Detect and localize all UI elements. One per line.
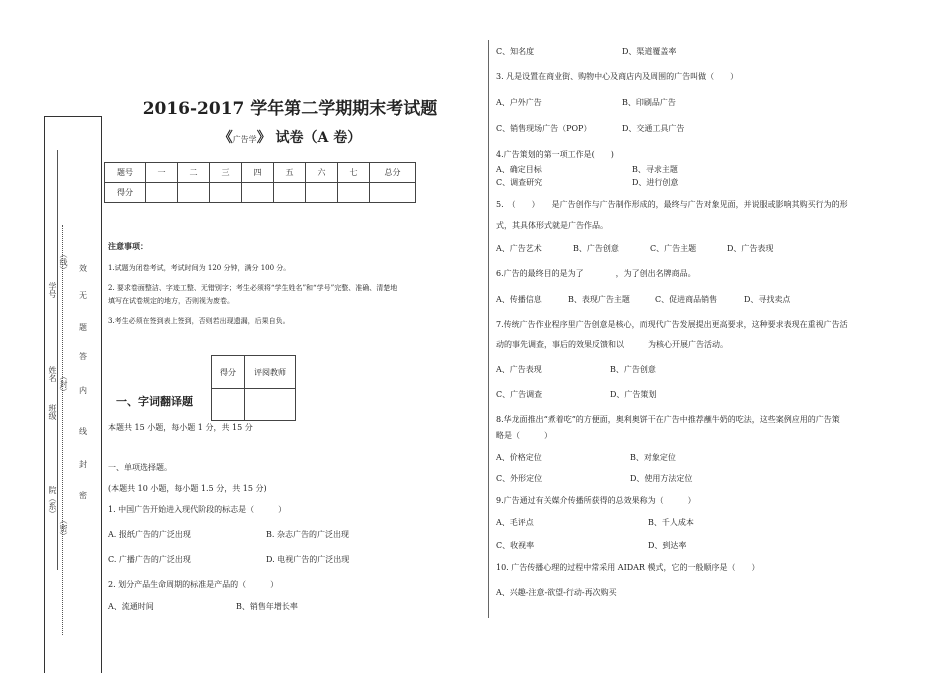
subject-name: 广告学 [232,135,257,144]
question-stem: 3. 凡是设置在商业街、购物中心及商店内及周围的广告叫做（ ） [496,72,739,81]
binding-label-student-id: 学号 [48,282,57,298]
question-option: A、价格定位 [496,453,542,462]
score-cell [242,183,274,203]
question-stem: 8.华龙面推出“煮着吃”的方便面，奥利奥饼干在广告中推荐蘸牛奶的吃法，这些案例应用的广告策 [496,415,840,424]
question-option: D、使用方法定位 [630,474,693,483]
seal-char: 封 [79,460,87,469]
score-table-column: 二 [178,163,210,183]
question-stem: 2. 划分产品生命周期的标准是产品的（ ） [108,580,279,589]
question-stem: 9.广告通过有关媒介传播所获得的总效果称为（ ） [496,496,696,505]
score-cell [178,183,210,203]
seal-char: 效 [79,264,87,273]
question-option: C、广告调查 [496,390,543,399]
question-option: B、千人成本 [648,518,694,527]
page-divider [488,40,489,618]
question-option: B、广告创意 [610,365,656,374]
binding-cut-line [62,225,63,635]
binding-label-name: 姓名 [48,366,57,382]
notes-item: 1.试题为闭卷考试，考试时间为 120 分钟，满分 100 分。 [108,264,291,272]
score-cell [370,183,416,203]
question-option: C、外形定位 [496,474,543,483]
question-option: C、广告主题 [650,244,697,253]
score-cell [306,183,338,203]
exam-title: 2016-2017 学年第二学期期末考试题 [142,99,438,119]
score-table-column: 六 [306,163,338,183]
question-option: C、知名度 [496,47,535,56]
question-option: A、广告表现 [496,365,542,374]
question-stem: 略是（ ） [496,431,552,440]
question-option: D. 电视广告的广泛出现 [266,555,350,564]
question-option: B、广告创意 [573,244,619,253]
question-option: B. 杂志广告的广泛出现 [266,530,349,539]
question-stem: 1. 中国广告开始进入现代阶段的标志是（ ） [108,505,287,514]
binding-label-secret: （密） [59,516,68,540]
score-table [104,162,416,203]
seal-char: 题 [79,323,87,332]
seal-char: 密 [79,491,87,500]
question-stem: 4.广告策划的第一项工作是( ) [496,150,614,159]
question-option: D、广告表现 [727,244,774,253]
section-desc: 本题共 15 小题，每小题 1 分，共 15 分 [108,423,253,432]
notes-item: 2. 要求卷面整洁、字迹工整、无错别字；考生必须将“学生姓名”和“学号”完整、准确、清楚地 [108,284,398,292]
question-option: A、确定目标 [496,165,542,174]
grader-teacher-label: 评阅教师 [245,356,296,389]
grader-teacher-cell [245,389,296,421]
subsection-title: 一、单项选择题。 [108,463,172,472]
grader-table-blank-row [212,389,296,421]
question-option: B、销售年增长率 [236,602,298,611]
question-option: A、流通时间 [108,602,154,611]
subsection-desc: (本题共 10 小题，每小题 1.5 分，共 15 分) [108,484,267,493]
question-option: C、调查研究 [496,178,543,187]
question-option: C. 广播广告的广泛出现 [108,555,191,564]
question-option: B、对象定位 [630,453,676,462]
question-option: D、进行创意 [632,178,679,187]
question-stem: 动的事先调查，事后的效果反馈和以 为核心开展广告活动。 [496,340,728,349]
question-option: C、销售现场广告（POP） [496,124,592,133]
question-option: A、户外广告 [496,98,542,107]
grader-score-cell [212,389,245,421]
binding-label-line: （线） [59,250,68,274]
score-table-column: 总分 [370,163,416,183]
seal-char: 线 [79,427,87,436]
question-option: A、传播信息 [496,295,542,304]
notes-title: 注意事项： [108,241,148,251]
notes-item: 3.考生必须在签到表上签到，否则若出现遗漏，后果自负。 [108,317,290,325]
question-option: A、兴趣-注意-欲望-行动-再次购买 [496,588,617,597]
score-table-row-label: 得分 [105,183,146,203]
binding-strip [44,116,102,673]
subtitle-suffix: 》 试卷（A 卷） [256,130,362,146]
binding-label-department: 院（系） [48,486,57,518]
score-cell [274,183,306,203]
question-option: B、寻求主题 [632,165,678,174]
question-option: B、印刷品广告 [622,98,676,107]
score-table-column: 一 [146,163,178,183]
score-table-column: 三 [210,163,242,183]
score-table-column: 七 [338,163,370,183]
grader-table [211,355,296,421]
question-option: C、收视率 [496,541,535,550]
question-option: D、交通工具广告 [622,124,685,133]
question-stem: 10. 广告传播心理的过程中常采用 AIDAR 模式，它的一般顺序是（ ） [496,563,760,572]
question-option: A、广告艺术 [496,244,542,253]
subtitle-prefix: 《 [218,130,233,146]
seal-char: 内 [79,386,87,395]
question-option: A、毛评点 [496,518,534,527]
score-table-column: 四 [242,163,274,183]
section-title: 一、字词翻译题 [116,395,193,408]
question-option: D、寻找卖点 [744,295,791,304]
notes-item: 填写在试卷规定的地方，否则视为废卷。 [108,297,234,305]
question-option: C、促进商品销售 [655,295,718,304]
score-table-header-row [105,163,416,183]
binding-label-seal: （封） [59,372,68,396]
score-cell [210,183,242,203]
score-table-row-label: 题号 [105,163,146,183]
question-option: B、表现广告主题 [568,295,630,304]
seal-char: 无 [79,291,87,300]
seal-char: 答 [79,352,87,361]
score-cell [338,183,370,203]
grader-table-header-row [212,356,296,389]
binding-label-class: 班级 [48,404,57,420]
question-stem: 5. （ ） 是广告创作与广告制作形成的，最终与广告对象见面，并说服或影响其购买行为的形 [496,200,848,209]
question-stem: 7.传统广告作业程序里广告创意是核心，而现代广告发展提出更高要求，这种要求表现在重视广告活 [496,320,848,329]
question-option: D、到达率 [648,541,687,550]
exam-subtitle [120,127,460,147]
grader-score-label: 得分 [212,356,245,389]
question-option: A. 报纸广告的广泛出现 [108,530,191,539]
question-stem: 式，其具体形式就是广告作品。 [496,221,608,230]
question-stem: 6.广告的最终目的是为了 ，为了创出名牌商品。 [496,269,696,278]
score-table-score-row [105,183,416,203]
question-option: D、渠道覆盖率 [622,47,677,56]
score-table-column: 五 [274,163,306,183]
score-cell [146,183,178,203]
question-option: D、广告策划 [610,390,657,399]
